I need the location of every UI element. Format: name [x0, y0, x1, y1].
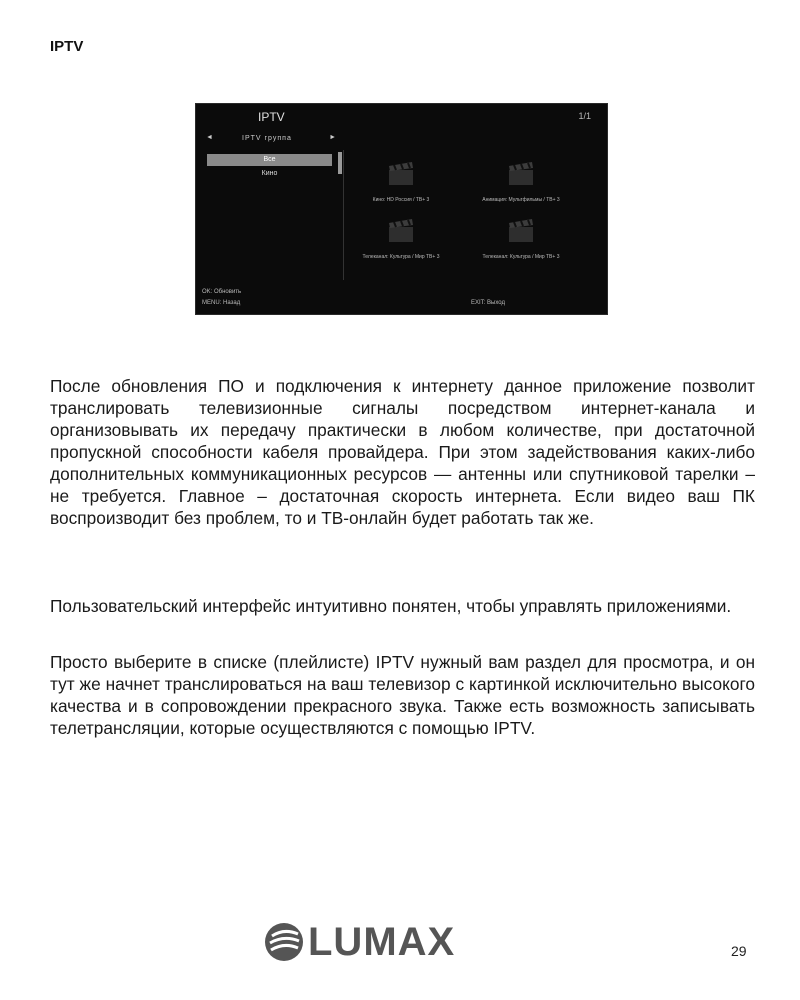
- lumax-logo: [262, 920, 542, 964]
- paragraph: Пользовательский интерфейс интуитивно понятен, чтобы управлять приложениями.: [50, 596, 732, 616]
- tv-group-selector: [206, 134, 336, 146]
- tv-list-item: Кино: [261, 170, 278, 177]
- iptv-screenshot: [195, 103, 608, 315]
- tv-tile: [466, 219, 576, 274]
- tv-channel-list: [205, 150, 344, 280]
- tv-exit-hint: EXIT: Выход: [471, 300, 505, 306]
- clapperboard-icon: [388, 219, 414, 243]
- paragraph: После обновления ПО и подключения к интернету данное приложение позволит транслировать телевизионные сигналы посредством интернет-канала и организовывать их передачу практически в любом количестве, при достаточной пропускной способности кабеля провайдера. При этом задействования каких-либо дополнительных коммуникационных ресурсов — антенны или спутниковой тарелки – не требуется. Главное – достаточная скорость интернета. Если видео ваш ПК воспроизводит без проблем, то и ТВ-онлайн будет работать так же.: [50, 376, 755, 528]
- tv-tile-label: Анимация: Мультфильмы / ТВ+ 3: [482, 197, 560, 203]
- clapperboard-icon: [508, 219, 534, 243]
- tv-tile-label: Телеканал: Культура / Мир ТВ+ 3: [482, 254, 560, 260]
- tv-tile-label: Телеканал: Культура / Мир ТВ+ 3: [362, 254, 440, 260]
- logo-text: LUMAX: [308, 920, 456, 964]
- page-number: 29: [731, 943, 747, 959]
- section-title: IPTV: [50, 38, 84, 55]
- tv-group-label: IPTV группа: [242, 135, 292, 142]
- tv-title: IPTV: [258, 110, 285, 124]
- tv-tile: [346, 219, 456, 274]
- clapperboard-icon: [508, 162, 534, 186]
- arrow-left-icon: ◄: [206, 134, 213, 141]
- tv-status-line: OK: Обновить: [202, 289, 242, 295]
- tv-tile: [346, 162, 456, 217]
- tv-status-line: MENU: Назад: [202, 300, 241, 306]
- tv-page-indicator: 1/1: [578, 111, 591, 121]
- paragraph: Просто выберите в списке (плейлисте) IPTV нужный вам раздел для просмотра, и он тут же начнет транслироваться на ваш телевизор с картинкой исключительно высокого качества и в сопровождении прекрасного звука. Также есть возможность записывать телетрансляции, которые осуществляются с помощью IPTV.: [50, 652, 755, 738]
- arrow-right-icon: ►: [329, 134, 336, 141]
- clapperboard-icon: [388, 162, 414, 186]
- tv-tile-label: Кино: HD Россия / ТВ+ 3: [372, 197, 430, 203]
- tv-list-item: Все: [207, 154, 332, 166]
- tv-tile: [466, 162, 576, 217]
- tv-scrollbar: [338, 152, 342, 174]
- lumax-logo-icon: [262, 920, 306, 964]
